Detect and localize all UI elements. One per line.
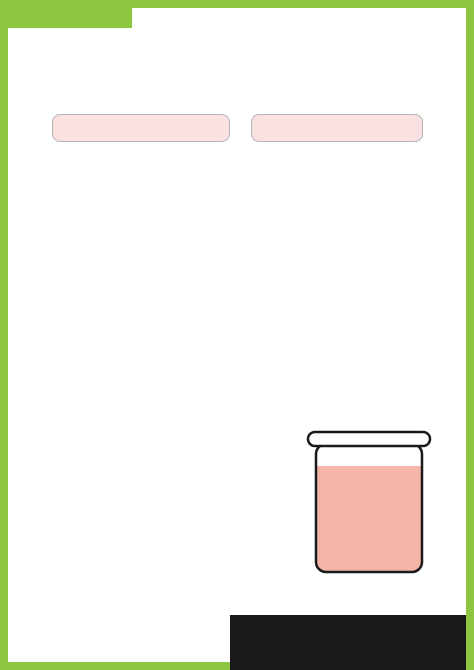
conversion-box-litre — [52, 114, 230, 142]
subscription-banner[interactable] — [230, 615, 466, 670]
grade-subject-tag — [8, 8, 132, 28]
beaker-liquid — [316, 466, 422, 572]
conversion-box-kilolitre — [251, 114, 423, 142]
measuring-beaker — [304, 430, 434, 575]
beaker-rim — [308, 432, 430, 446]
